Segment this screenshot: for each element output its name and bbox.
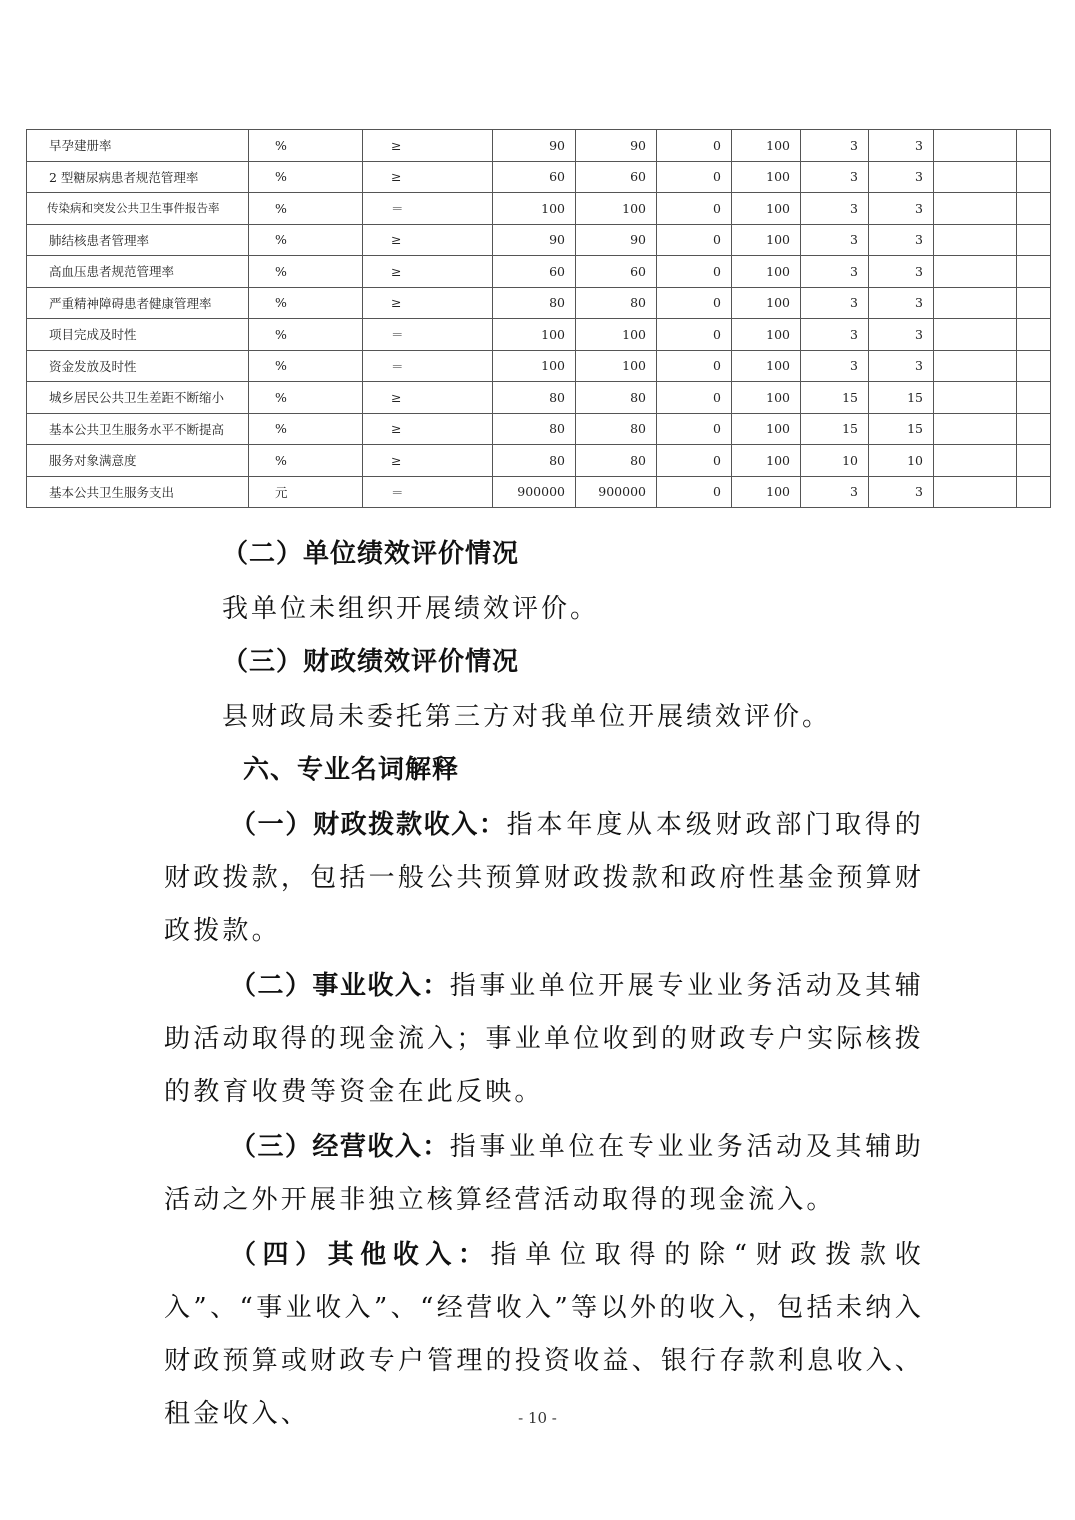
indicator-operator: ＝ [363,350,493,382]
indicator-operator: ≥ [363,287,493,319]
indicator-value: 0 [657,445,732,477]
indicator-note [1017,130,1051,162]
indicator-operator: ≥ [363,413,493,445]
indicator-unit: % [249,445,363,477]
definition-term: （三）经营收入： [230,1132,450,1162]
indicator-actual: 90 [576,130,657,162]
indicator-weight: 3 [801,193,869,225]
definition-term: （一）财政拨款收入： [230,810,507,840]
table-row [27,287,1051,319]
indicator-weight: 15 [801,382,869,414]
indicator-weight: 3 [801,224,869,256]
indicator-value: 100 [732,161,801,193]
indicator-name: 基本公共卫生服务支出 [27,476,249,508]
indicator-note [934,350,1017,382]
indicator-target: 100 [493,193,576,225]
table-row [27,224,1051,256]
definition-text: 指事业单位开展专业业务活动及其辅助活动取得的现金流入；事业单位收到的财政专户实际核拨的教育收费等资金在此反映。 [164,971,924,1107]
table-row [27,130,1051,162]
indicator-operator: ＝ [363,193,493,225]
indicator-note [934,193,1017,225]
indicator-weight: 3 [801,350,869,382]
table-row [27,476,1051,508]
indicator-note [934,130,1017,162]
indicator-value: 0 [657,350,732,382]
indicator-value: 100 [732,382,801,414]
unit-evaluation-heading: （二）单位绩效评价情况 [222,539,520,569]
indicator-value: 0 [657,224,732,256]
definition-text: 指事业单位在专业业务活动及其辅助活动之外开展非独立核算经营活动取得的现金流入。 [164,1132,924,1215]
indicator-score: 3 [869,224,934,256]
indicator-target: 90 [493,130,576,162]
definition-term: （四）其他收入： [230,1240,491,1270]
indicator-note [1017,445,1051,477]
performance-indicator-table [26,129,1051,508]
definition-fiscal-appropriation [164,799,924,958]
indicator-value: 100 [732,193,801,225]
indicator-note [934,445,1017,477]
table-row [27,193,1051,225]
indicator-operator: ≥ [363,256,493,288]
indicator-name: 资金发放及时性 [27,350,249,382]
indicator-actual: 80 [576,382,657,414]
indicator-name: 高血压患者规范管理率 [27,256,249,288]
indicator-name: 早孕建册率 [27,130,249,162]
indicator-value: 0 [657,382,732,414]
indicator-target: 80 [493,287,576,319]
indicator-note [934,413,1017,445]
indicator-unit: % [249,256,363,288]
indicator-value: 0 [657,256,732,288]
definition-operating-income [164,1121,924,1227]
indicator-weight: 15 [801,413,869,445]
definition-text: 指单位取得的除“财政拨款收入”、“事业收入”、“经营收入”等以外的收入，包括未纳入财政预算或财政专户管理的投资收益、银行存款利息收入、租金收入、 [164,1240,924,1429]
indicator-target: 80 [493,413,576,445]
indicator-target: 80 [493,445,576,477]
table-row [27,413,1051,445]
indicator-weight: 3 [801,130,869,162]
indicator-actual: 80 [576,287,657,319]
indicator-operator: ≥ [363,224,493,256]
indicator-note [934,319,1017,351]
indicator-target: 60 [493,256,576,288]
indicator-score: 3 [869,319,934,351]
indicator-note [1017,413,1051,445]
indicator-name: 严重精神障碍患者健康管理率 [27,287,249,319]
indicator-score: 15 [869,413,934,445]
page-number: - 10 - [518,1409,557,1427]
definition-text: 指本年度从本级财政部门取得的财政拨款，包括一般公共预算财政拨款和政府性基金预算财政拨款。 [164,810,924,946]
indicator-note [1017,476,1051,508]
indicator-note [1017,287,1051,319]
indicator-note [934,476,1017,508]
indicator-note [1017,319,1051,351]
indicator-score: 3 [869,130,934,162]
indicator-weight: 3 [801,256,869,288]
indicator-note [934,256,1017,288]
indicator-note [1017,193,1051,225]
indicator-value: 0 [657,287,732,319]
indicator-actual: 100 [576,319,657,351]
indicator-note [934,287,1017,319]
indicator-weight: 3 [801,476,869,508]
indicator-actual: 80 [576,413,657,445]
indicator-value: 0 [657,193,732,225]
indicator-operator: ≥ [363,445,493,477]
indicator-unit: % [249,382,363,414]
indicator-score: 3 [869,256,934,288]
indicator-score: 3 [869,193,934,225]
indicator-name: 服务对象满意度 [27,445,249,477]
indicator-score: 3 [869,161,934,193]
indicator-actual: 100 [576,350,657,382]
indicator-value: 0 [657,319,732,351]
table-row [27,382,1051,414]
indicator-unit: % [249,161,363,193]
indicator-target: 80 [493,382,576,414]
indicator-score: 3 [869,287,934,319]
indicator-unit: % [249,193,363,225]
indicator-unit: % [249,350,363,382]
indicator-actual: 90 [576,224,657,256]
indicator-value: 100 [732,224,801,256]
indicator-score: 3 [869,350,934,382]
indicator-note [934,224,1017,256]
indicator-actual: 80 [576,445,657,477]
indicator-value: 0 [657,130,732,162]
indicator-note [934,382,1017,414]
indicator-weight: 3 [801,319,869,351]
indicator-unit: % [249,130,363,162]
table-row [27,350,1051,382]
indicator-target: 900000 [493,476,576,508]
unit-evaluation-text: 我单位未组织开展绩效评价。 [222,594,600,624]
indicator-note [1017,350,1051,382]
indicator-note [1017,382,1051,414]
definition-business-income [164,960,924,1119]
indicator-target: 90 [493,224,576,256]
indicator-value: 0 [657,161,732,193]
glossary-heading: 六、专业名词解释 [243,755,460,785]
indicator-score: 3 [869,476,934,508]
indicator-weight: 3 [801,287,869,319]
indicator-value: 100 [732,130,801,162]
indicator-target: 100 [493,350,576,382]
indicator-value: 100 [732,256,801,288]
indicator-name: 传染病和突发公共卫生事件报告率 [27,193,249,225]
indicator-actual: 60 [576,256,657,288]
indicator-name: 肺结核患者管理率 [27,224,249,256]
indicator-value: 100 [732,445,801,477]
indicator-value: 100 [732,319,801,351]
indicator-note [934,161,1017,193]
indicator-score: 15 [869,382,934,414]
indicator-unit: 元 [249,476,363,508]
indicator-value: 100 [732,350,801,382]
indicator-name: 城乡居民公共卫生差距不断缩小 [27,382,249,414]
indicator-note [1017,161,1051,193]
indicator-unit: % [249,287,363,319]
indicator-actual: 900000 [576,476,657,508]
indicator-unit: % [249,319,363,351]
table-row [27,256,1051,288]
indicator-target: 100 [493,319,576,351]
indicator-operator: ≥ [363,161,493,193]
indicator-actual: 100 [576,193,657,225]
indicator-value: 100 [732,413,801,445]
finance-evaluation-heading: （三）财政绩效评价情况 [222,647,520,677]
indicator-value: 0 [657,413,732,445]
indicator-weight: 3 [801,161,869,193]
table-row [27,161,1051,193]
finance-evaluation-text: 县财政局未委托第三方对我单位开展绩效评价。 [222,702,832,732]
indicator-operator: ≥ [363,382,493,414]
definition-term: （二）事业收入： [230,971,450,1001]
indicator-name: 项目完成及时性 [27,319,249,351]
table-row [27,319,1051,351]
indicator-value: 100 [732,476,801,508]
table-row [27,445,1051,477]
indicator-operator: ＝ [363,319,493,351]
indicator-note [1017,224,1051,256]
indicator-name: 基本公共卫生服务水平不断提高 [27,413,249,445]
indicator-operator: ＝ [363,476,493,508]
indicator-score: 10 [869,445,934,477]
indicator-value: 100 [732,287,801,319]
indicator-actual: 60 [576,161,657,193]
indicator-note [1017,256,1051,288]
indicator-operator: ≥ [363,130,493,162]
indicator-weight: 10 [801,445,869,477]
indicator-value: 0 [657,476,732,508]
indicator-name: 2 型糖尿病患者规范管理率 [27,161,249,193]
indicator-unit: % [249,224,363,256]
indicator-unit: % [249,413,363,445]
indicator-target: 60 [493,161,576,193]
